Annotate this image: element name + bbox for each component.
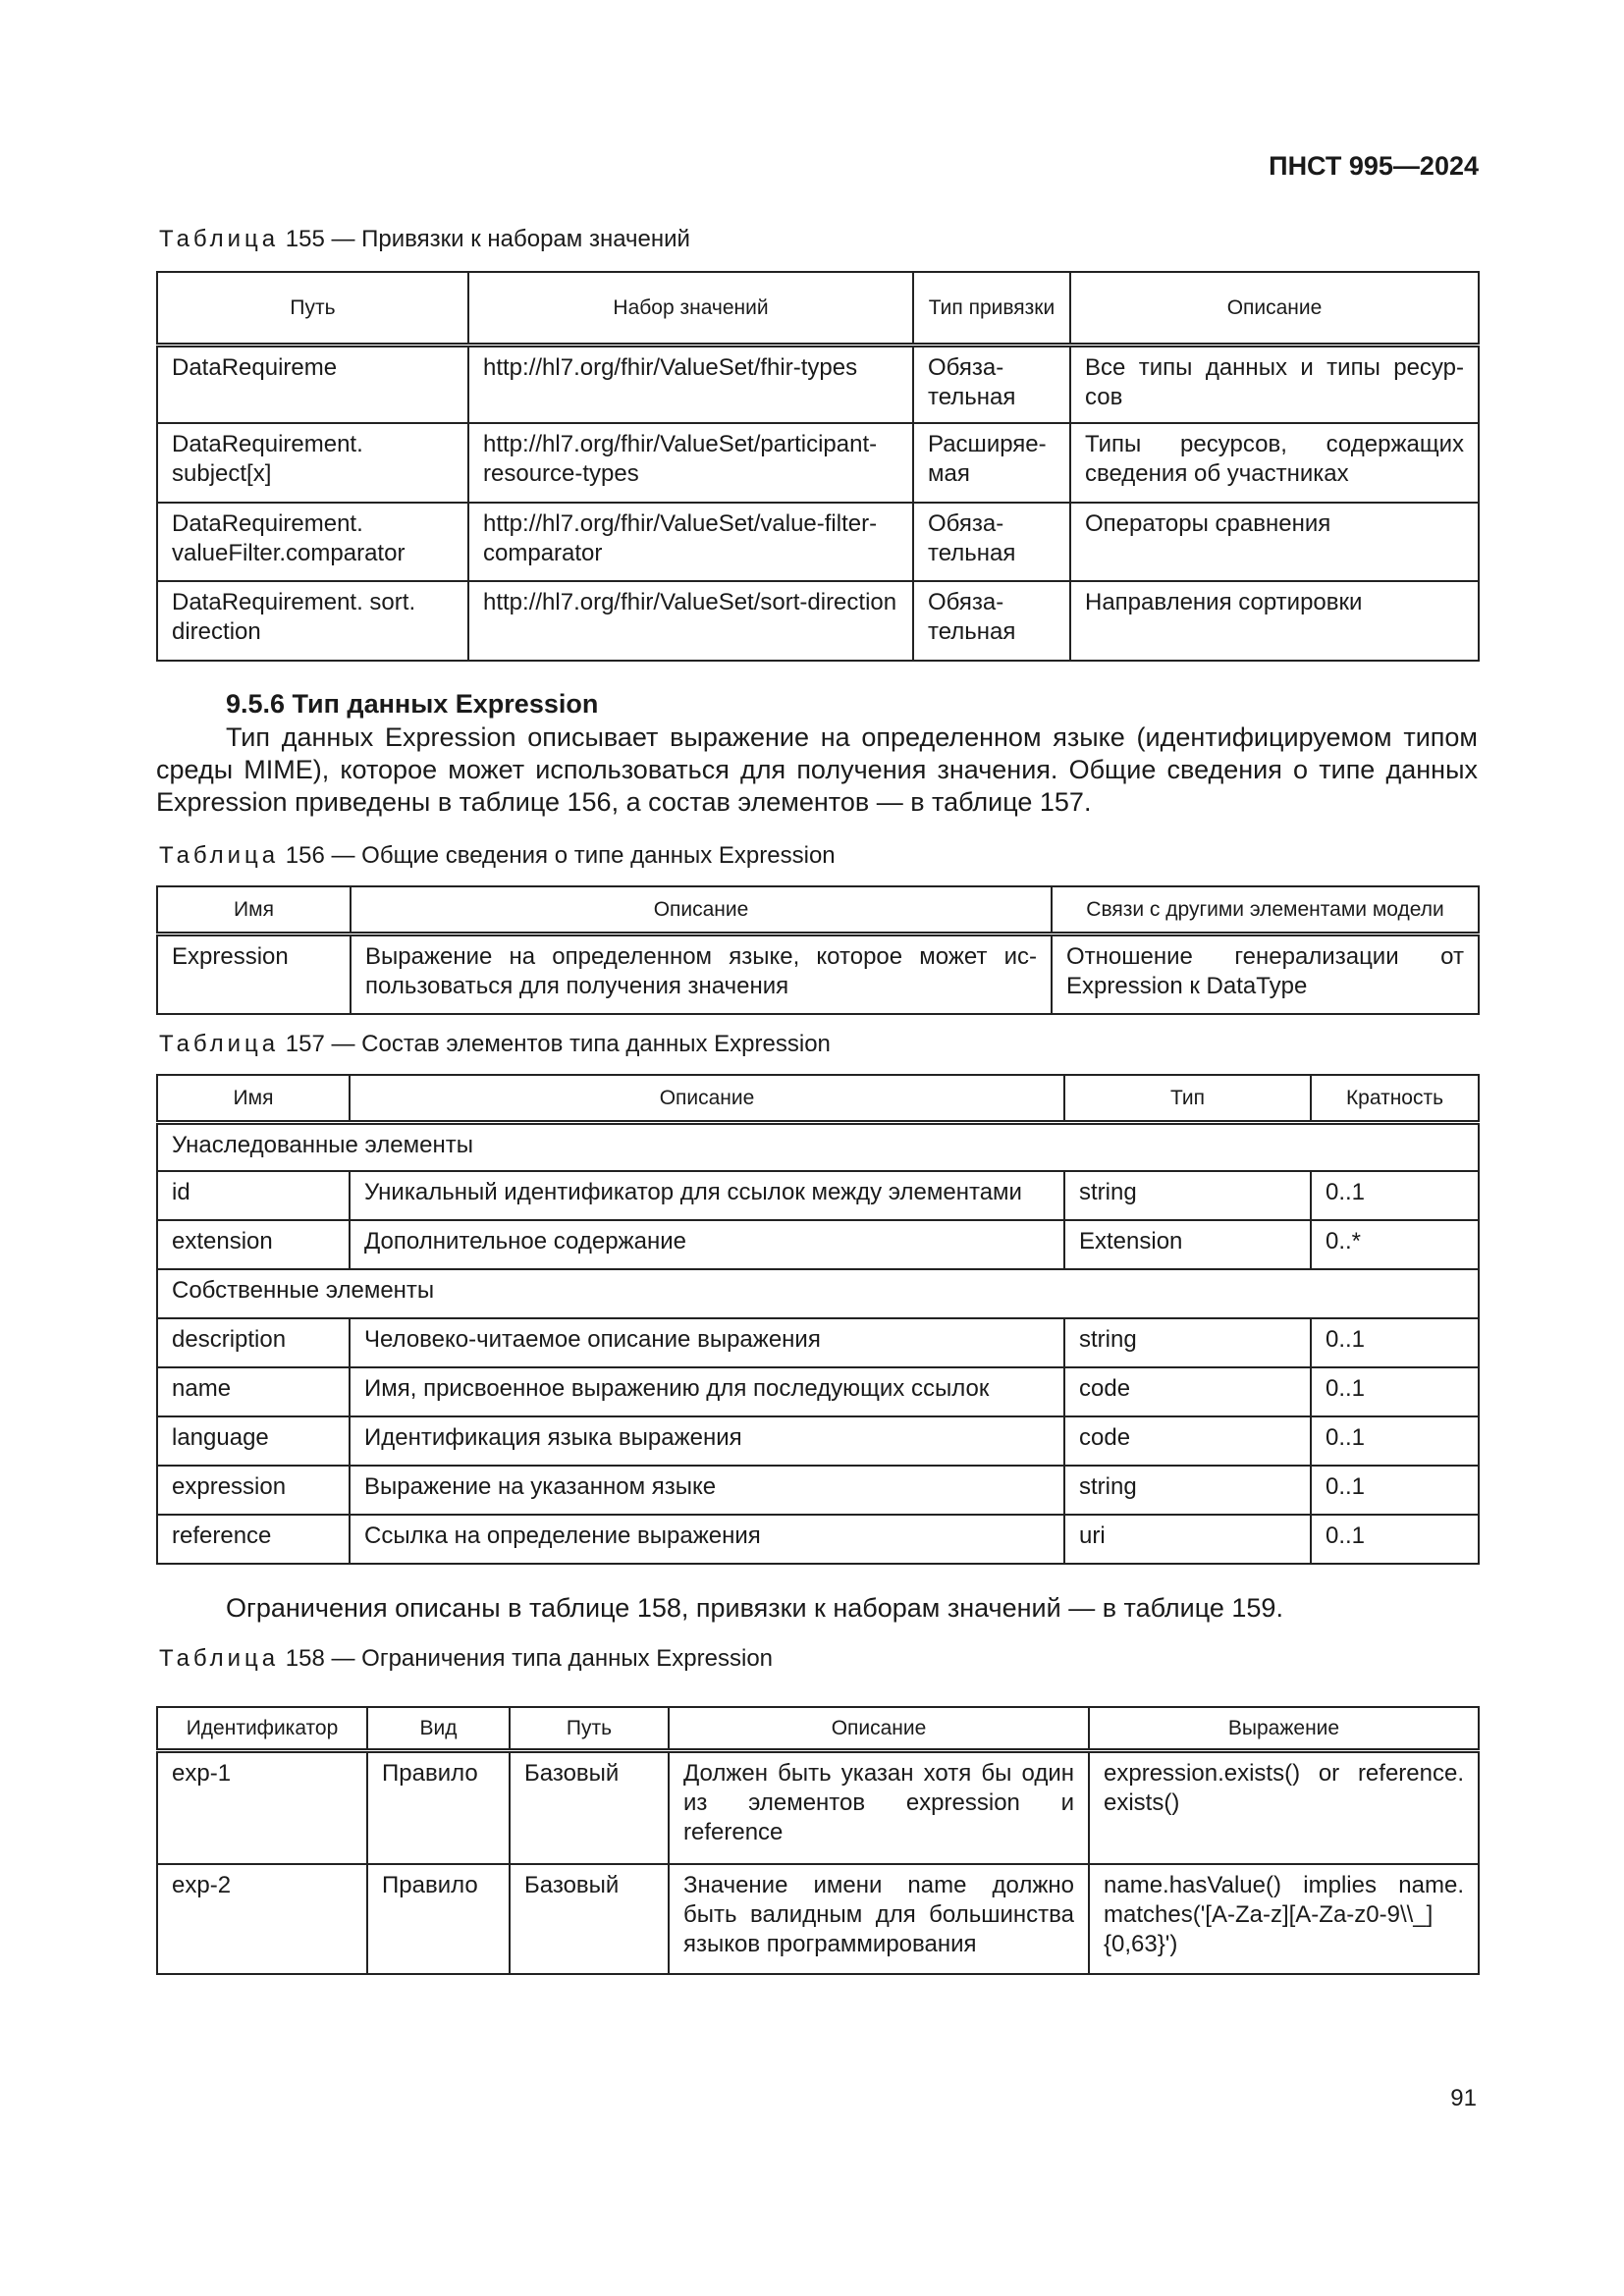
table-cell: Правило [367,1864,510,1974]
column-header: Идентификатор [157,1707,367,1750]
caption-label: Таблица [159,1031,280,1057]
table-cell: exp-2 [157,1864,367,1974]
table-cell: http://hl7.org/fhir/ValueSet/sort-direction [468,581,913,661]
table-158 [156,1706,1480,1975]
document-number: ПНСТ 995—2024 [1269,151,1479,181]
caption-text: 156 — Общие сведения о типе данных Expression [279,842,836,869]
table-cell: 0..1 [1311,1171,1479,1220]
group-title: Унаследованные элементы [157,1122,1479,1171]
table-cell: string [1064,1466,1311,1515]
constraints-paragraph: Ограничения описаны в таблице 158, привязки к наборам значений — в таблице 159. [226,1593,1283,1623]
table-cell: extension [157,1220,350,1269]
table-cell: Идентификация языка выражения [350,1416,1064,1466]
table-body [157,345,1479,661]
table-cell: DataRequirement. subject[x] [157,423,468,503]
table-cell: 0..1 [1311,1515,1479,1564]
table-cell: Типы ресурсов, содержащих сведения об участниках [1070,423,1479,503]
table-cell: Базовый [510,1750,669,1864]
section-paragraph: Тип данных Expression описывает выражение на определенном языке (идентифицируемом типом среды MIME), которое может использоваться для получения значения. Общие сведения о типе данных Expression приведены в таблице 156, а состав элементов — в таблице 157. [156,722,1478,817]
column-header: Тип [1064,1075,1311,1122]
table-cell: id [157,1171,350,1220]
table-body [157,1750,1479,1974]
table-cell: Направления сортировки [1070,581,1479,661]
table-cell: uri [1064,1515,1311,1564]
table-cell: Значение имени name должно быть валидным для большинства языков программирования [669,1864,1089,1974]
table-row [157,345,1479,423]
table-cell: Выражение на определенном языке, которое может ис-пользоваться для получения значения [351,934,1052,1014]
table-header [157,272,1479,345]
column-header: Тип привязки [913,272,1070,345]
table-cell: 0..1 [1311,1318,1479,1367]
column-header: Связи с другими элементами модели [1052,886,1479,934]
table-157-caption [159,1031,831,1058]
table-cell: name.hasValue() implies name. matches('[A-Za-z][A-Za-z0-9\\_]{0,63}') [1089,1864,1479,1974]
table-row [157,1864,1479,1974]
column-header: Описание [350,1075,1064,1122]
table-header [157,1075,1479,1122]
column-header: Имя [157,1075,350,1122]
page-number: 91 [1450,2085,1477,2111]
table-cell: Expression [157,934,351,1014]
table-cell: code [1064,1367,1311,1416]
header-row [157,886,1479,934]
table-row [157,1318,1479,1367]
table-row [157,423,1479,503]
table-cell: Операторы сравнения [1070,503,1479,581]
table-156 [156,885,1480,1015]
table-row [157,1466,1479,1515]
column-header: Путь [157,272,468,345]
caption-text: 155 — Привязки к наборам значений [279,226,690,252]
caption-text: 158 — Ограничения типа данных Expression [279,1645,774,1672]
table-row [157,1416,1479,1466]
table-cell: language [157,1416,350,1466]
table-cell: exp-1 [157,1750,367,1864]
table-cell: Расширяе-мая [913,423,1070,503]
group-row [157,1269,1479,1318]
table-158-caption [159,1645,773,1673]
table-row [157,503,1479,581]
column-header: Кратность [1311,1075,1479,1122]
table-156-caption [159,842,836,870]
table-cell: string [1064,1318,1311,1367]
column-header: Вид [367,1707,510,1750]
table-157 [156,1074,1480,1565]
table-cell: DataRequirement. sort. direction [157,581,468,661]
table-cell: Уникальный идентификатор для ссылок между элементами [350,1171,1064,1220]
header-row [157,272,1479,345]
table-cell: Ссылка на определение выражения [350,1515,1064,1564]
table-cell: Правило [367,1750,510,1864]
table-cell: Человеко-читаемое описание выражения [350,1318,1064,1367]
table-row [157,581,1479,661]
table-cell: Extension [1064,1220,1311,1269]
table-body [157,934,1479,1014]
table-cell: 0..* [1311,1220,1479,1269]
column-header: Описание [351,886,1052,934]
table-cell: Имя, присвоенное выражению для последующих ссылок [350,1367,1064,1416]
table-cell: 0..1 [1311,1367,1479,1416]
table-cell: DataRequirement. valueFilter.comparator [157,503,468,581]
table-cell: Выражение на указанном языке [350,1466,1064,1515]
table-cell: string [1064,1171,1311,1220]
table-cell: Должен быть указан хотя бы один из элементов expression и reference [669,1750,1089,1864]
header-row [157,1075,1479,1122]
caption-text: 157 — Состав элементов типа данных Expression [279,1031,831,1057]
table-row [157,1171,1479,1220]
table-cell: Базовый [510,1864,669,1974]
table-body [157,1122,1479,1564]
table-cell: name [157,1367,350,1416]
caption-label: Таблица [159,1645,280,1672]
table-row [157,1515,1479,1564]
table-cell: Отношение генерализации от Expression к DataType [1052,934,1479,1014]
table-row [157,1220,1479,1269]
table-row [157,1750,1479,1864]
table-header [157,1707,1479,1750]
table-155-caption [159,226,690,253]
column-header: Набор значений [468,272,913,345]
table-cell: Обяза-тельная [913,581,1070,661]
column-header: Имя [157,886,351,934]
table-header [157,886,1479,934]
table-row [157,934,1479,1014]
table-cell: 0..1 [1311,1416,1479,1466]
header-row [157,1707,1479,1750]
table-cell: Обяза-тельная [913,503,1070,581]
table-cell: expression [157,1466,350,1515]
table-cell: expression.exists() or reference. exists() [1089,1750,1479,1864]
caption-label: Таблица [159,226,280,252]
table-cell: 0..1 [1311,1466,1479,1515]
table-cell: Обяза-тельная [913,345,1070,423]
table-cell: code [1064,1416,1311,1466]
table-cell: Дополнительное содержание [350,1220,1064,1269]
table-155 [156,271,1480,662]
group-title: Собственные элементы [157,1269,1479,1318]
table-row [157,1367,1479,1416]
table-cell: description [157,1318,350,1367]
table-cell: DataRequireme [157,345,468,423]
table-cell: http://hl7.org/fhir/ValueSet/value-filter-comparator [468,503,913,581]
group-row [157,1122,1479,1171]
column-header: Путь [510,1707,669,1750]
column-header: Описание [1070,272,1479,345]
section-heading: 9.5.6 Тип данных Expression [226,689,599,719]
table-cell: Все типы данных и типы ресур-сов [1070,345,1479,423]
table-cell: http://hl7.org/fhir/ValueSet/participant-resource-types [468,423,913,503]
column-header: Выражение [1089,1707,1479,1750]
table-cell: http://hl7.org/fhir/ValueSet/fhir-types [468,345,913,423]
caption-label: Таблица [159,842,280,869]
table-cell: reference [157,1515,350,1564]
column-header: Описание [669,1707,1089,1750]
